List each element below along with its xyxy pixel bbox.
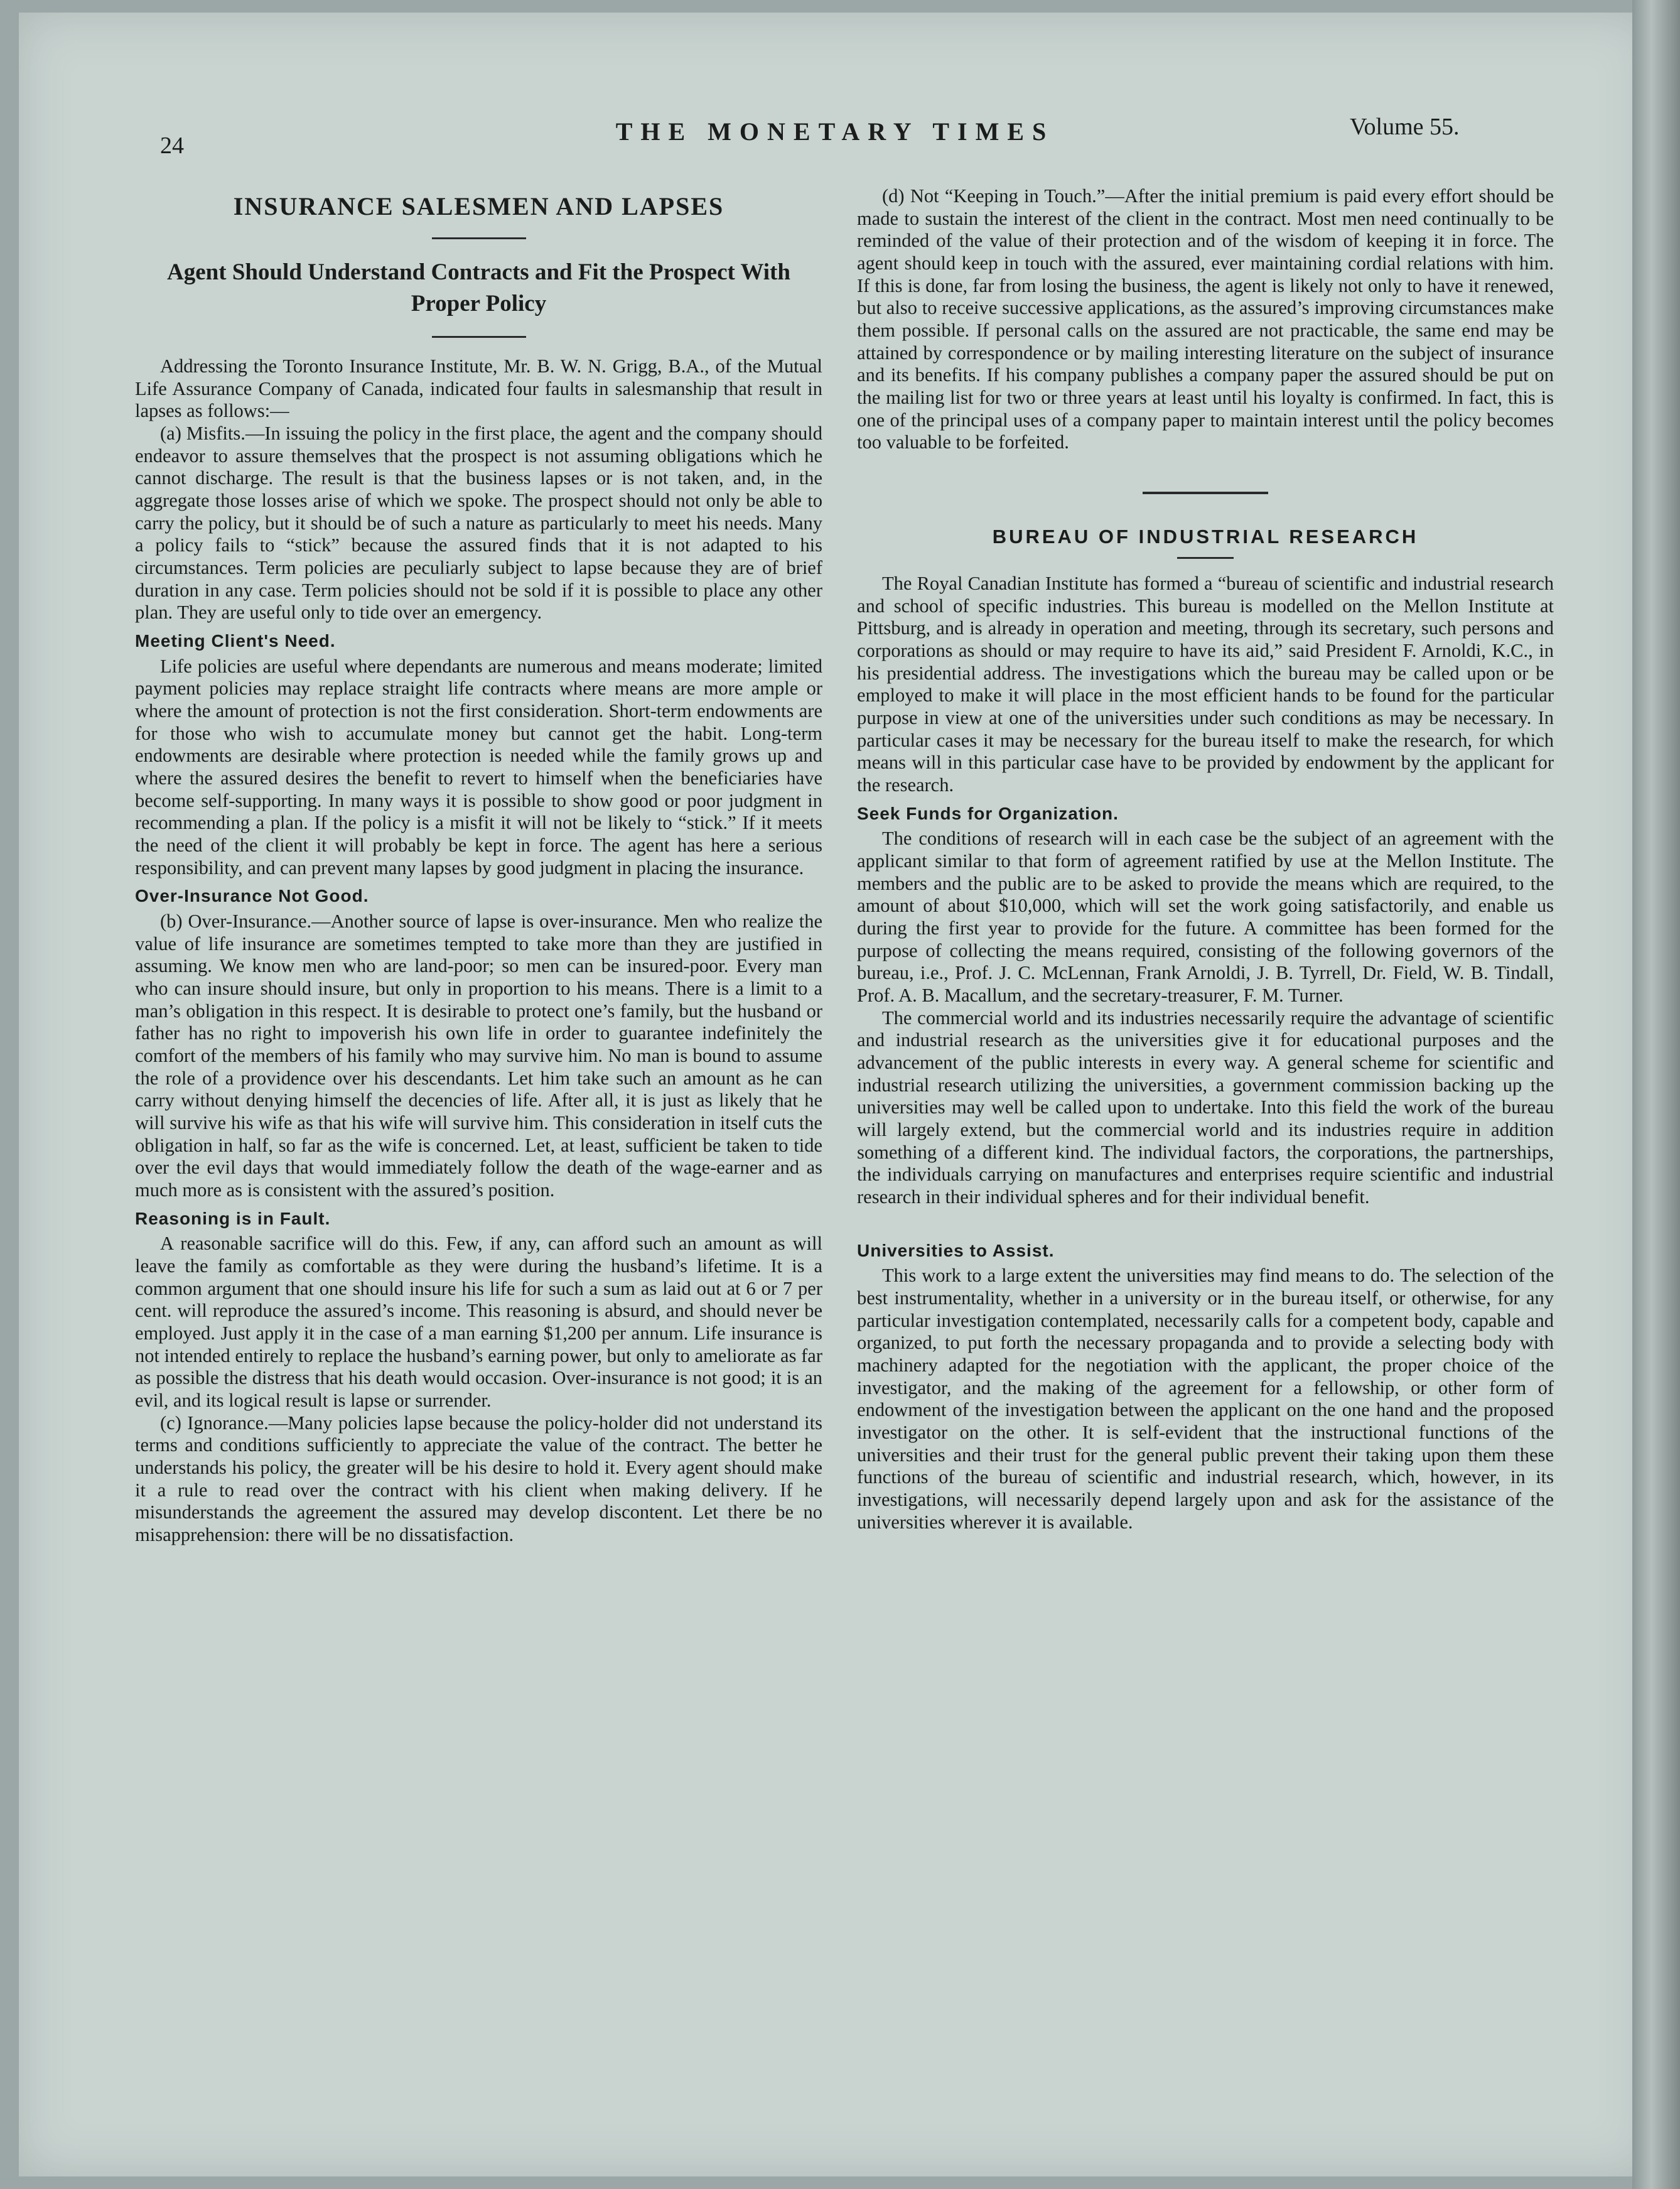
paragraph: (a) Misfits.—In issuing the policy in the first place, the agent and the company should endeavor to assure themselves that the prospect is not assuming obligations which he cannot discharge. The result is that the business lapses or is not taken, and, in the aggregate those losses arise of which we spoke. The prospect should not only be able to carry the policy, but it should be of such a nature as particularly to meet his needs. Many a policy fails to “stick” because the assured finds that it is not adapted to his circumstances. Term policies are peculiarly subject to lapse because they are of brief duration in any case. Term policies should not be sold if it is possible to place any other plan. They are useful only to tide over an emergency. bbox=[135, 422, 822, 624]
paragraph: A reasonable sacrifice will do this. Few, if any, can afford such an amount as will leave the family as comfortable as they were during the husband’s lifetime. It is a common argument that one should insure his life for such a sum as laid out at 6 or 7 per cent. will reproduce the assured’s income. This reasoning is absurd, and should never be employed. Just apply it in the case of a man earning $1,200 per annum. Life insurance is not intended entirely to replace the husband’s earning power, but only to ameliorate as far as possible the distress that his death would occasion. Over-insurance is not good; it is an evil, and its logical result is lapse or surrender. bbox=[135, 1233, 822, 1411]
article-subtitle: Agent Should Understand Contracts and Fit the Prospect With Proper Policy bbox=[167, 259, 790, 316]
title-rule bbox=[1177, 557, 1234, 559]
paragraph: The Royal Canadian Institute has formed a “bureau of scientific and industrial research and school of specific industries. This bureau is modelled on the Mellon Institute at Pittsburg, and is already in operation and meeting, through its secretary, such persons and corporations as should or may require to have its aid,” said President F. Arnoldi, K.C., in his presidential address. The investigations which the bureau may be called upon or be employed to make it will place in the most efficient hands to be found for the particular purpose in view at one of the universities under such conditions as may be necessary. In particular cases it may be necessary for the bureau itself to make the research, for which means will in this particular case have to be provided by endowment by the applicant for the research. bbox=[857, 573, 1554, 796]
section-heading-seek-funds: Seek Funds for Organization. bbox=[857, 803, 1119, 823]
section-heading-reasoning: Reasoning is in Fault. bbox=[135, 1208, 331, 1228]
subtitle-rule bbox=[432, 336, 526, 338]
paragraph: (b) Over-Insurance.—Another source of lapse is over-insurance. Men who realize the value of life insurance are sometimes tempted to take more than they are justified in assuming. We know men who are land-poor; so men can be insured-poor. Every man who can insure should insure, but only in proportion to his means. There is a limit to a man’s obligation in this respect. It is desirable to protect one’s family, but the husband or father has no right to impoverish his own life in order to guarantee indefinitely the comfort of the members of his family who may survive him. No man is bound to assume the role of a providence over his descendants. Let him take such an amount as he can carry without denying himself the decencies of life. After all, it is just as likely that he will survive his wife as that his wife will survive him. This consideration in itself cuts the obligation in half, so far as the wife is concerned. Let, at least, sufficient be taken to tide over the evil days that would immediately follow the death of the wage-earner and as much more as is consistent with the assured’s position. bbox=[135, 910, 822, 1201]
page-number: 24 bbox=[160, 132, 184, 159]
volume-label: Volume 55. bbox=[1350, 114, 1460, 140]
article-title-bureau: BUREAU OF INDUSTRIAL RESEARCH bbox=[992, 526, 1419, 548]
paragraph: The conditions of research will in each case be the subject of an agreement with the applicant similar to that form of agreement ratified by use at the Mellon Institute. The members and the public are to be asked to provide the means which are required, to the amount of about $10,000, which will set the work going satisfactorily, and enable us during the first year to provide for the future. A committee has been formed for the purpose of collecting the means required, consisting of the following governors of the bureau, i.e., Prof. J. C. McLennan, Frank Arnoldi, J. B. Tyrrell, Dr. Field, W. B. Tindall, Prof. A. B. Macallum, and the secretary-treasurer, F. M. Turner. bbox=[857, 828, 1554, 1007]
article-title-insurance: INSURANCE SALESMEN AND LAPSES bbox=[233, 192, 724, 220]
section-heading-over-insurance: Over-Insurance Not Good. bbox=[135, 886, 369, 906]
paragraph: (d) Not “Keeping in Touch.”—After the initial premium is paid every effort should be made to sustain the interest of the client in the contract. Most men need continually to be reminded of the value of their protection and of the wisdom of keeping it in force. The agent should keep in touch with the assured, ever maintaining cordial relations with him. If this is done, far from losing the business, the agent is likely not only to have it renewed, but also to receive successive applications, as the assured’s improving circumstances make them possible. If personal calls on the assured are not practicable, the same end may be attained by correspondence or by mailing interesting literature on the subject of insurance and its benefits. If his company publishes a company paper the assured should be put on the mailing list for two or three years at least until his loyalty is confirmed. In fact, this is one of the principal uses of a company paper to maintain interest until the policy becomes too valuable to be forfeited. bbox=[857, 185, 1554, 453]
binding-edge bbox=[1632, 0, 1680, 2189]
article-separator-rule bbox=[1143, 492, 1268, 494]
paragraph: (c) Ignorance.—Many policies lapse because the policy-holder did not understand its terms and conditions sufficiently to appreciate the value of the contract. The better he understands his policy, the greater will be his desire to hold it. Every agent should make it a rule to read over the contract with his client when making delivery. If he misunderstands the agreement the assured may develop discontent. Let there be no misapprehension: there will be no dissatisfaction. bbox=[135, 1412, 822, 1545]
title-rule bbox=[432, 237, 526, 239]
left-column bbox=[135, 185, 822, 1547]
section-heading-universities: Universities to Assist. bbox=[857, 1240, 1055, 1260]
magazine-page bbox=[19, 13, 1651, 2176]
journal-title: THE MONETARY TIMES bbox=[615, 117, 1055, 146]
paragraph: This work to a large extent the universities may find means to do. The selection of the best instrumentality, whether in a university or in the bureau itself, or otherwise, for any particular investigation contemplated, necessarily calls for a competent body, capable and organized, to put forth the necessary propaganda and to provide a selecting body with machinery adapted for the negotiation with the applicant, the proper choice of the investigator, and the making of the agreement for a fellowship, or other form of endowment of the investigation between the applicant on the one hand and the proposed investigator on the other. It is self-evident that the instructional functions of the universities and their trust for the general public prevent their taking upon them these functions of the bureau of scientific and industrial research, which, however, in its investigations, will necessarily depend largely upon and ask for the assistance of the universities wherever it is available. bbox=[857, 1265, 1554, 1533]
page-header bbox=[19, 107, 1651, 157]
paragraph: Addressing the Toronto Insurance Institute, Mr. B. W. N. Grigg, B.A., of the Mutual Life Assurance Company of Canada, indicated four faults in salesmanship that result in lapses as follows:— bbox=[135, 355, 822, 422]
paragraph: Life policies are useful where dependants are numerous and means moderate; limited payment policies may replace straight life contracts where means are more ample or where the amount of protection is not the first consideration. Short-term endowments are for those who wish to accumulate money but cannot get the habit. Long-term endowments are desirable where protection is needed while the family grows up and where the assured desires the benefit to revert to himself when the beneficiaries have become self-supporting. In many ways it is possible to show good or poor judgment in recommending a plan. If the policy is a misfit it will not be likely to “stick.” If it meets the need of the client it will probably be kept in force. The agent has here a serious responsibility, and can prevent many lapses by good judgment in placing the insurance. bbox=[135, 655, 822, 878]
paragraph: The commercial world and its industries necessarily require the advantage of scientific and industrial research as the universities give it for educational purposes and the advancement of the public interests in every way. A general scheme for scientific and industrial research utilizing the universities, a government commission backing up the universities may well be called upon to undertake. Into this field the work of the bureau will largely extend, but the commercial world and its industries require in addition something of a different kind. The individual factors, the corporations, the partnerships, the individuals carrying on manufactures and enterprises require scientific and industrial research in their individual spheres and for their individual benefit. bbox=[857, 1007, 1554, 1208]
right-column bbox=[857, 185, 1554, 1533]
section-heading-meeting-clients-need: Meeting Client's Need. bbox=[135, 630, 336, 651]
